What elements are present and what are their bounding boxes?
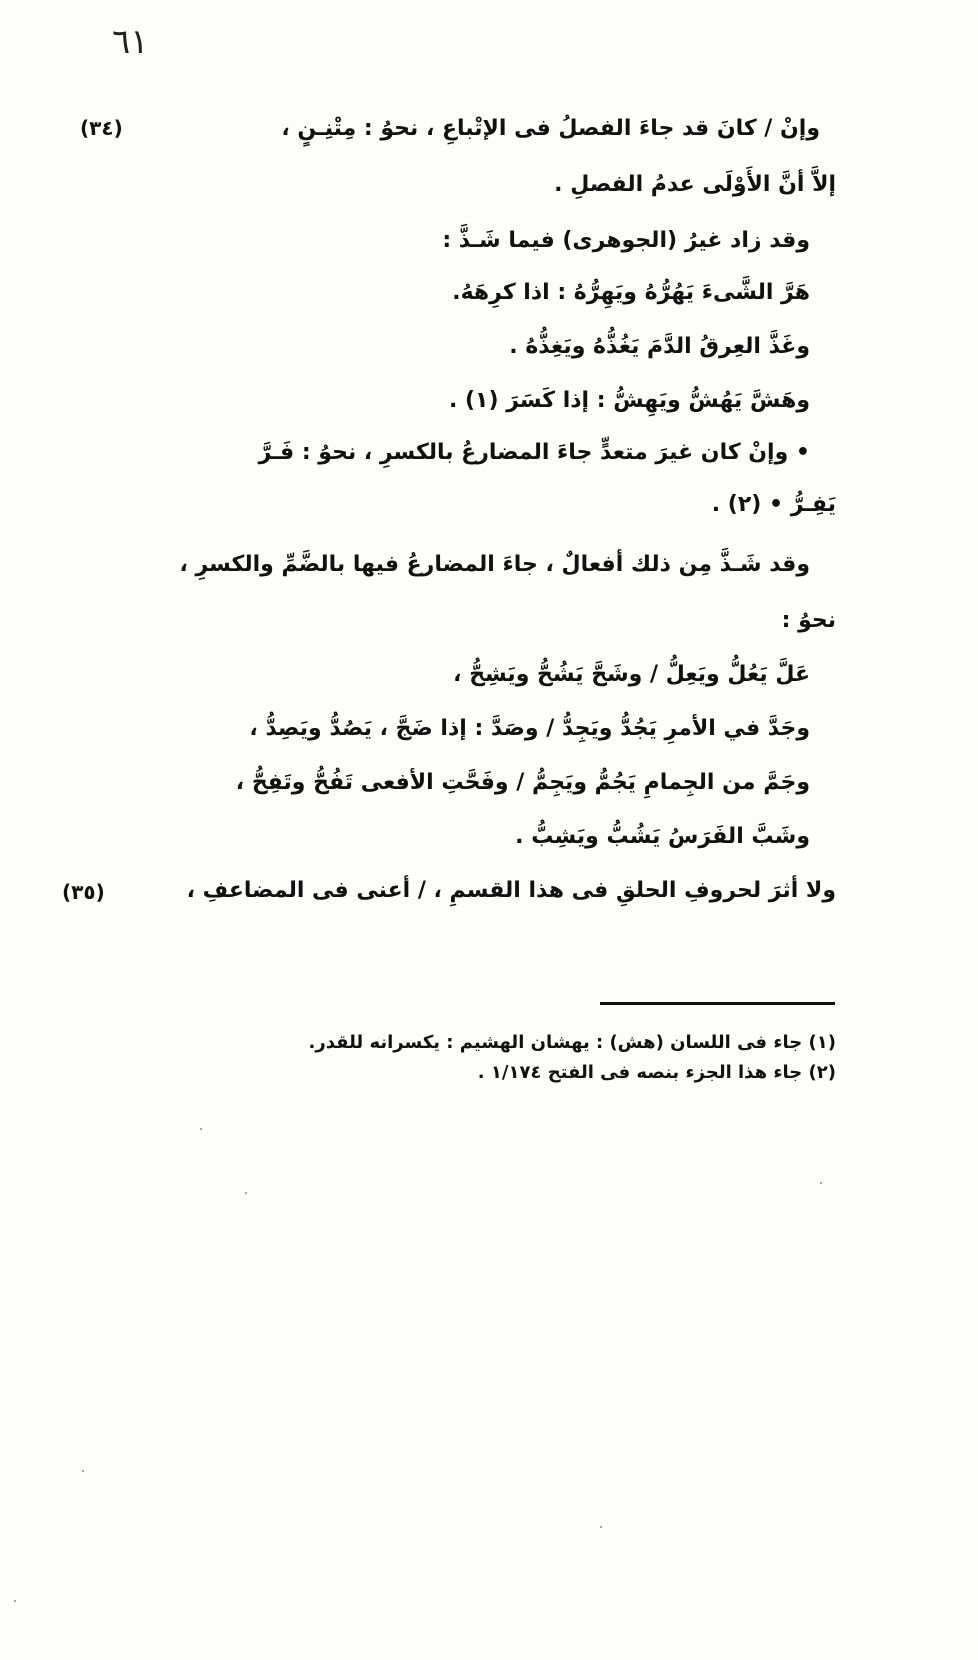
body-line-7: • وإنْ كان غيرَ متعدٍّ جاءَ المضارعُ بالكسرِ ، نحوُ : فَـرَّ (258, 440, 810, 465)
body-line-3: وقد زاد غيرُ (الجوهرى) فيما شَـذَّ : (442, 228, 810, 253)
footnote-separator (600, 1002, 835, 1005)
body-line-9: وقد شَـذَّ مِن ذلك أفعالٌ ، جاءَ المضارعُ فيها بالضَّمِّ والكسرِ ، (179, 552, 810, 577)
scan-speck (82, 1470, 84, 1472)
scan-speck (820, 1182, 822, 1184)
body-line-2: إلاَّ أنَّ الأَوْلَى عدمُ الفصلِ . (554, 172, 836, 197)
body-line-1: وإنْ / كانَ قد جاءَ الفصلُ فى الإتْباعِ ، نحوُ : مِتْنِـنٍ ، (281, 116, 820, 141)
scan-speck (200, 1128, 202, 1130)
scan-speck (14, 1600, 16, 1602)
body-line-11: عَلَّ يَعُلُّ ويَعِلُّ / وشَحَّ يَشُحُّ ويَشِحُّ ، (453, 662, 810, 687)
scan-speck (245, 1192, 247, 1194)
body-line-12: وجَدَّ في الأمرِ يَجُدُّ ويَجِدُّ / وصَدَّ : إذا ضَجَّ ، يَصُدُّ ويَصِدُّ ، (249, 716, 810, 741)
page-number: ٦١ (112, 22, 149, 62)
body-line-15: ولا أثرَ لحروفِ الحلقِ فى هذا القسمِ ، / أعنى فى المضاعفِ ، (186, 878, 836, 903)
body-line-14: وشَبَّ الفَرَسُ يَشُبُّ ويَشِبُّ . (515, 824, 810, 849)
body-line-10: نحوُ : (781, 608, 836, 633)
body-line-13: وجَمَّ من الجِمامِ يَجُمُّ ويَجِمُّ / وفَحَّتِ الأفعى تَفُحُّ وتَفِحُّ ، (235, 770, 810, 795)
body-line-4: هَرَّ الشَّىءَ يَهُرُّهُ ويَهِرُّهُ : اذا كرِهَهُ. (452, 280, 810, 305)
body-line-6: وهَشَّ يَهُشُّ ويَهِشُّ : إذا كَسَرَ (١) . (448, 388, 810, 413)
footnote-1: (١) جاء فى اللسان (هش) : يهشان الهشيم : يكسرانه للقدر. (308, 1032, 836, 1053)
paragraph-number-34: (٣٤) (80, 116, 123, 140)
body-line-5: وغَذَّ العِرقُ الدَّمَ يَغُذُّهُ ويَغِذُّهُ . (509, 334, 810, 359)
paragraph-number-35: (٣٥) (62, 880, 105, 904)
body-line-8: يَفِـرُّ • (٢) . (711, 492, 836, 517)
scan-speck (600, 1526, 602, 1528)
footnote-2: (٢) جاء هذا الجزء بنصه فى الفتح ١/١٧٤ . (477, 1062, 836, 1083)
